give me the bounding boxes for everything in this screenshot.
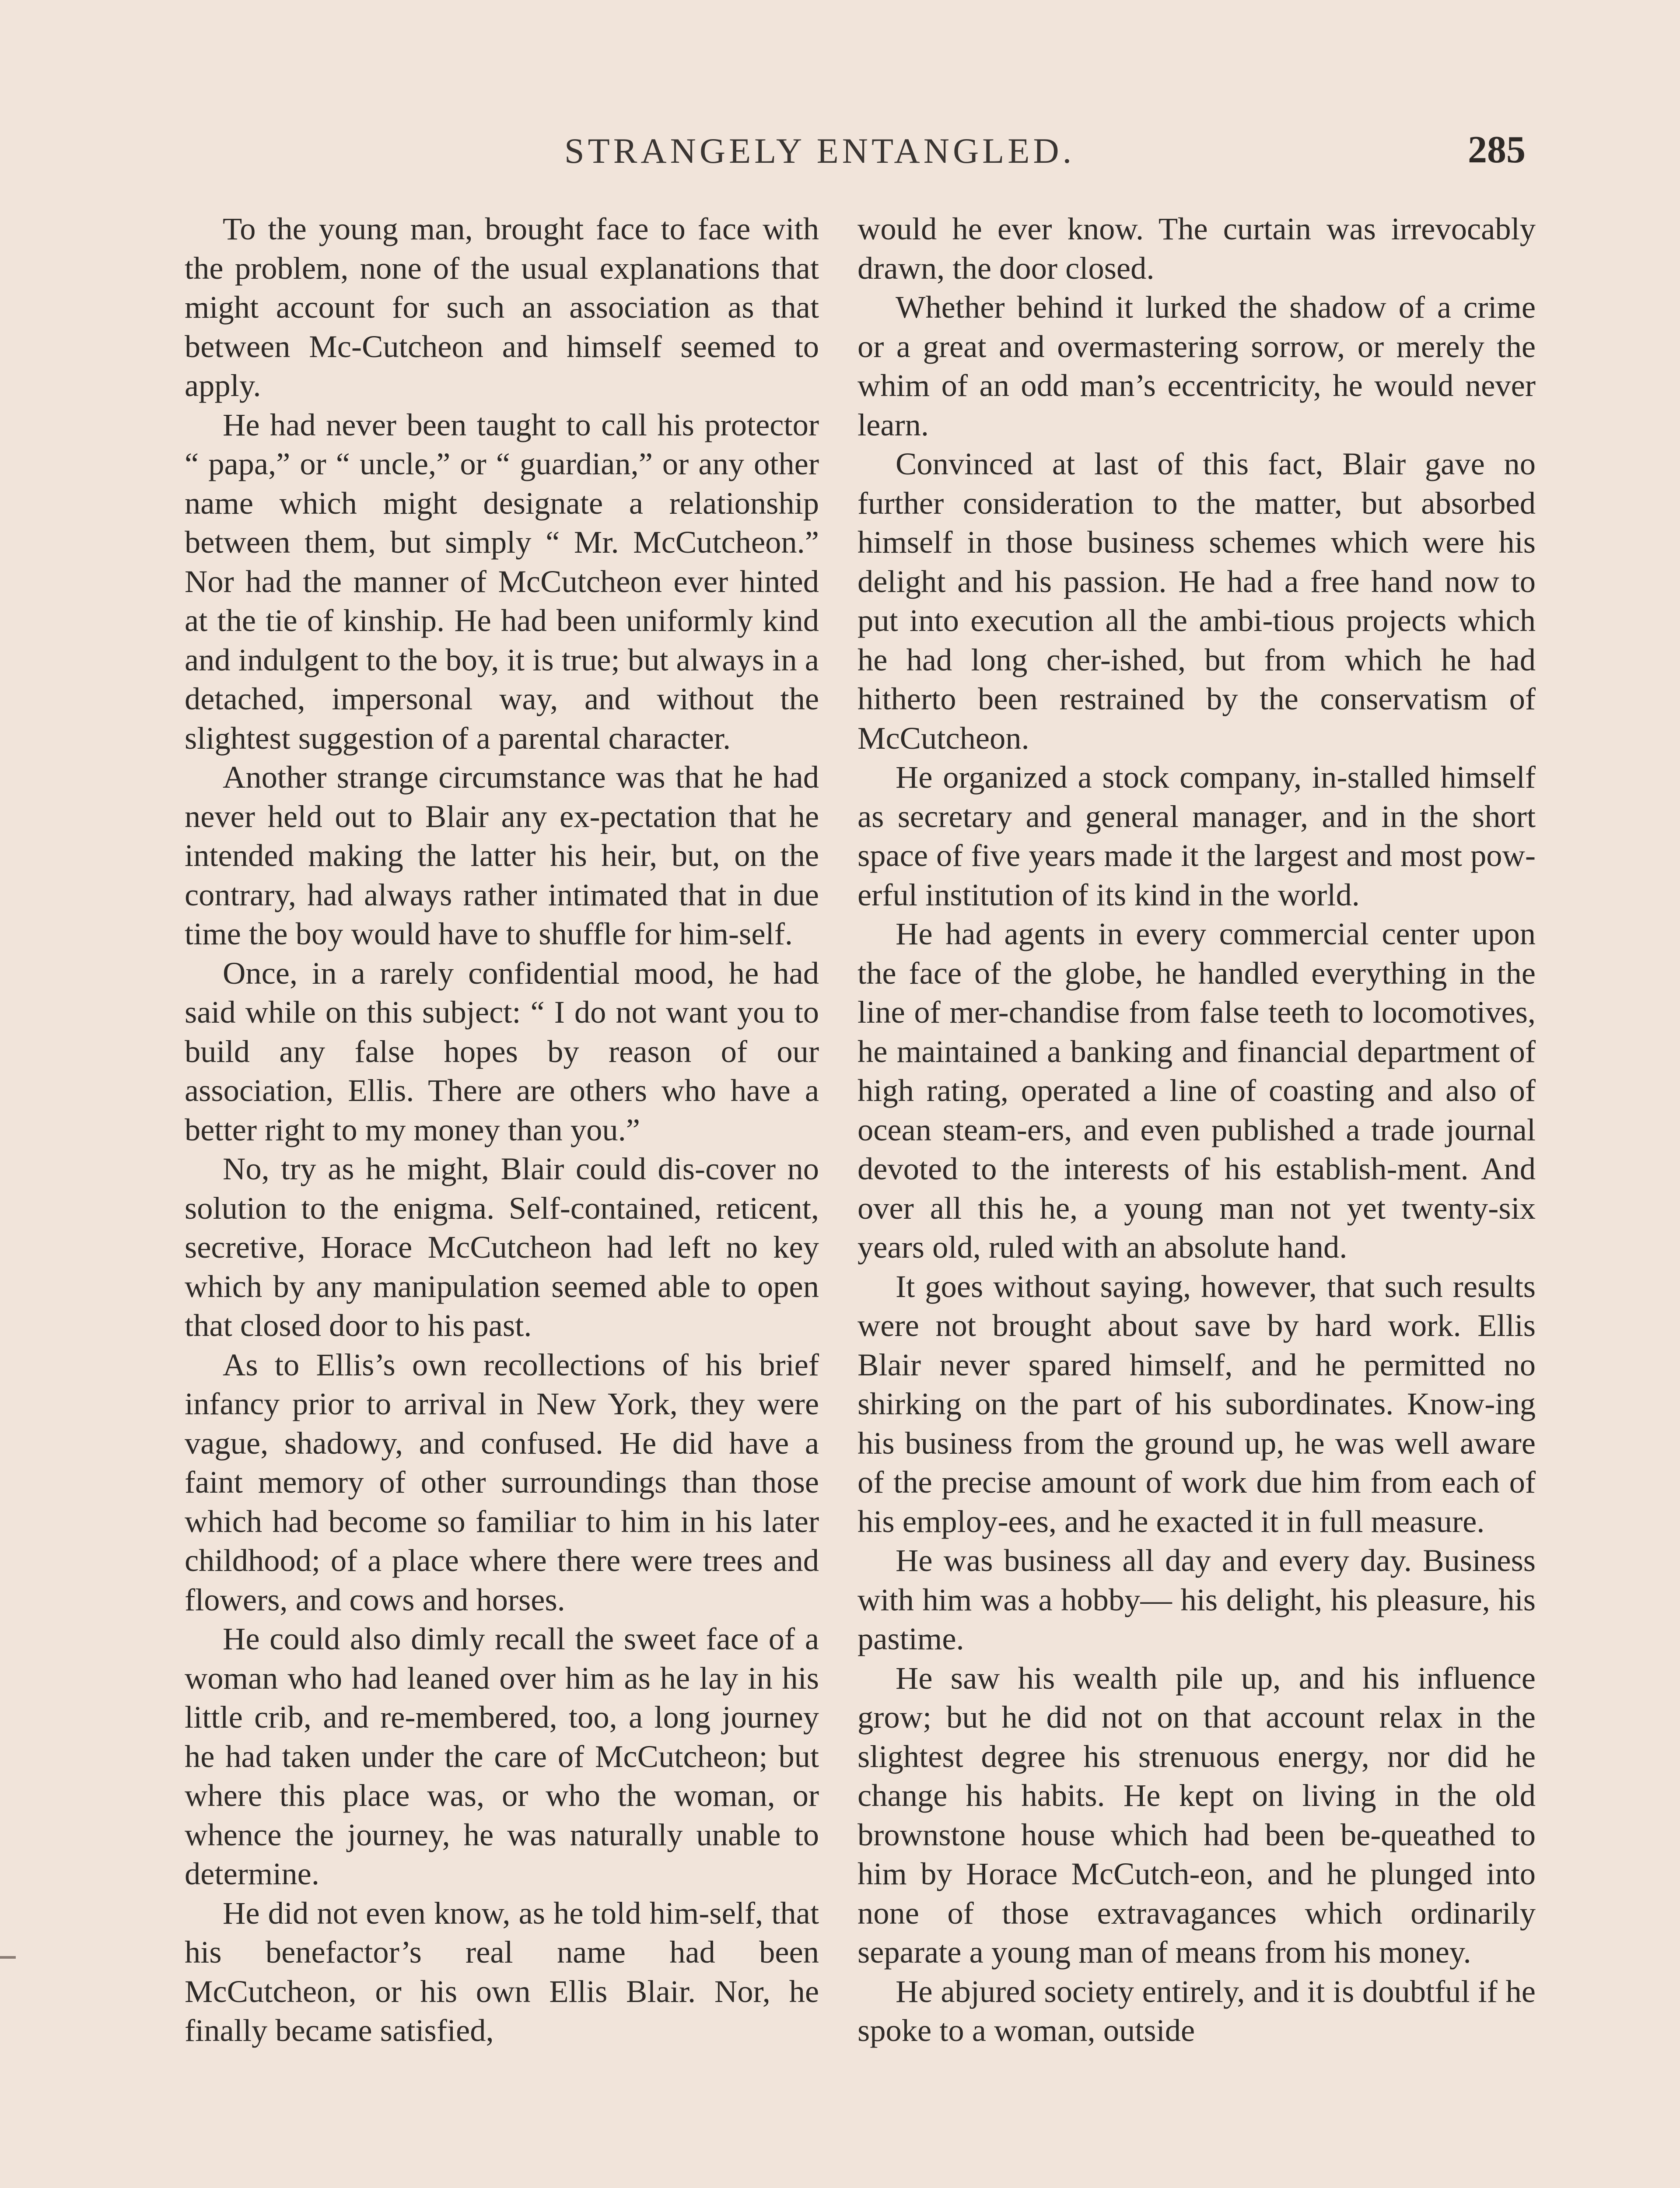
paragraph: Whether behind it lurked the shadow of a crime or a great and overmastering sorrow, or merely the whim of an odd man’s eccentricity, he would never learn.: [858, 289, 1536, 442]
paragraph: He was business all day and every day. Business with him was a hobby— his delight, his pleasure, his pastime.: [858, 1543, 1536, 1656]
paragraph-continuation: would he ever know. The curtain was irrevocably drawn, the door closed.: [858, 211, 1536, 286]
paragraph: No, try as he might, Blair could dis-cover no solution to the enigma. Self-contained, reticent, secretive, Horace McCutcheon had left no key which by any manipulation seemed able to open that closed door to his past.: [185, 1151, 819, 1343]
paragraph: He organized a stock company, in-stalled himself as secretary and general manager, and in the short space of five years made it the largest and most pow-erful institution of its kind in the world.: [858, 759, 1536, 912]
paragraph: Once, in a rarely confidential mood, he had said while on this subject: “ I do not want you to build any false hopes by reason of our association, Ellis. There are others who have a better right to my money than you.”: [185, 955, 819, 1147]
paragraph: It goes without saying, however, that such results were not brought about save by hard work. Ellis Blair never spared himself, and he permitted no shirking on the part of his subordinates. Know-ing his business from the ground up, he was well aware of the precise amount of work due him from each of his employ-ees, and he exacted it in full measure.: [858, 1268, 1536, 1539]
paragraph: He did not even know, as he told him-self, that his benefactor’s real name had been McCutcheon, or his own Ellis Blair. Nor, he finally became satisfied,: [185, 1895, 819, 2048]
paragraph: He had never been taught to call his protector “ papa,” or “ uncle,” or “ guardian,” or any other name which might designate a relationship between them, but simply “ Mr. McCutcheon.” Nor had the manner of McCutcheon ever hinted at the tie of kinship. He had been uniformly kind and indulgent to the boy, it is true; but always in a detached, impersonal way, and without the slightest suggestion of a parental character.: [185, 407, 819, 756]
right-column: [858, 209, 1536, 2050]
paragraph: He had agents in every commercial center upon the face of the globe, he handled everything in the line of mer-chandise from false teeth to locomotives, he maintained a banking and financial department of high rating, operated a line of coasting and also of ocean steam-ers, and even published a trade journal devoted to the interests of his establish-ment. And over all this he, a young man not yet twenty-six years old, ruled with an absolute hand.: [858, 916, 1536, 1265]
paragraph: He abjured society entirely, and it is doubtful if he spoke to a woman, outside: [858, 1973, 1536, 2048]
paragraph: He could also dimly recall the sweet face of a woman who had leaned over him as he lay in his little crib, and re-membered, too, a long journey he had taken under the care of McCutcheon; but where this place was, or who the woman, or whence the journey, he was naturally unable to determine.: [185, 1621, 819, 1891]
paragraph: He saw his wealth pile up, and his influence grow; but he did not on that account relax in the slightest degree his strenuous energy, nor did he change his habits. He kept on living in the old brownstone house which had been be-queathed to him by Horace McCutch-eon, and he plunged into none of those extravagances which ordinarily separate a young man of means from his money.: [858, 1660, 1536, 1970]
page-number: 285: [1468, 129, 1526, 171]
paragraph: Another strange circumstance was that he had never held out to Blair any ex-pectation that he intended making the latter his heir, but, on the contrary, had always rather intimated that in due time the boy would have to shuffle for him-self.: [185, 759, 819, 951]
paragraph: As to Ellis’s own recollections of his brief infancy prior to arrival in New York, they were vague, shadowy, and confused. He did have a faint memory of other surroundings than those which had become so familiar to him in his later childhood; of a place where there were trees and flowers, and cows and horses.: [185, 1346, 819, 1617]
running-title: STRANGELY ENTANGLED.: [564, 131, 1075, 171]
paragraph: Convinced at last of this fact, Blair gave no further consideration to the matter, but absorbed himself in those business schemes which were his delight and his passion. He had a free hand now to put into execution all the ambi-tious projects which he had long cher-ished, but from which he had hitherto been restrained by the conservatism of McCutcheon.: [858, 446, 1536, 756]
margin-mark: [0, 1956, 16, 1959]
left-column: [185, 209, 819, 2050]
paragraph: To the young man, brought face to face with the problem, none of the usual explanations that might account for such an association as that between Mc-Cutcheon and himself seemed to apply.: [185, 211, 819, 403]
